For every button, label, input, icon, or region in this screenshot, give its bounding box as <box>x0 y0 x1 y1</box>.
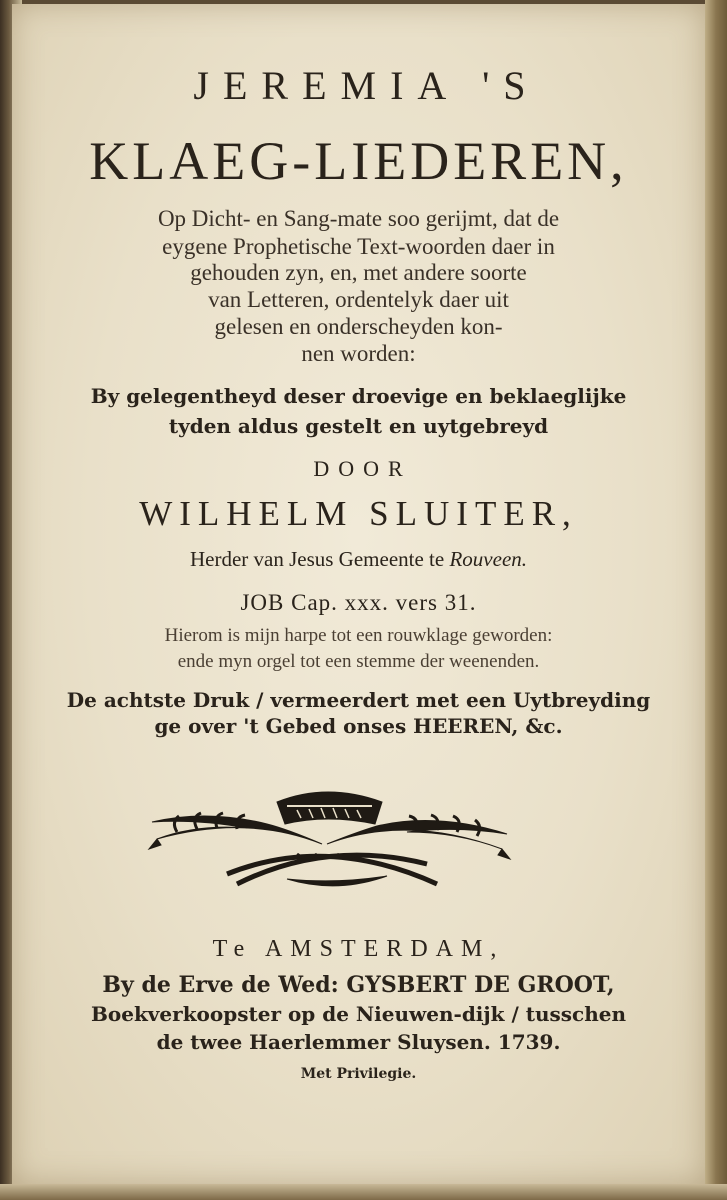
edition-line: De achtste Druk / vermeerdert met een Uytbreyding <box>66 688 651 712</box>
title-line-1: JEREMIA 'S <box>193 63 540 108</box>
subtitle-line: van Letteren, ordentelyk daer uit <box>208 287 509 312</box>
title-line-2: KLAEG-LIEDEREN, <box>89 131 628 191</box>
subtitle-line: eygene Prophetische Text-woorden daer in <box>162 234 555 259</box>
edition-line: ge over 't Gebed onses HEEREN, &c. <box>154 714 563 738</box>
privilege-note: Met Privilegie. <box>300 1066 417 1082</box>
subtitle-line: nen worden: <box>301 341 416 366</box>
occasion-line: By gelegentheyd deser droevige en beklaeglijke <box>90 384 627 408</box>
quote-line: Hierom is mijn harpe tot een rouwklage geworden: <box>164 625 553 646</box>
title-page <box>12 4 705 1184</box>
occasion-line: tyden aldus gestelt en uytgebreyd <box>168 414 549 438</box>
author-role-text: Herder van Jesus Gemeente te <box>189 547 445 571</box>
book-edge <box>705 0 727 1200</box>
imprint-place: Te AMSTERDAM, <box>212 936 505 962</box>
author-name: WILHELM SLUITER, <box>139 494 578 533</box>
book-bottom-edge <box>0 1184 727 1200</box>
scripture-reference: JOB Cap. xxx. vers 31. <box>240 590 477 615</box>
author-place: Rouveen. <box>449 547 528 571</box>
imprint-line: By de Erve de Wed: GYSBERT DE GROOT, <box>102 972 615 998</box>
subtitle-line: Op Dicht- en Sang-mate soo gerijmt, dat de <box>157 206 560 231</box>
author-role <box>12 547 705 572</box>
printer-ornament-icon <box>137 784 517 904</box>
imprint-line: de twee Haerlemmer Sluysen. 1739. <box>156 1030 561 1054</box>
imprint-line: Boekverkoopster op de Nieuwen-dijk / tusschen <box>90 1002 627 1026</box>
subtitle-line: gehouden zyn, en, met andere soorte <box>190 260 527 285</box>
door-label: DOOR <box>313 456 412 481</box>
quote-line: ende myn orgel tot een stemme der weenenden. <box>177 651 540 672</box>
subtitle-line: gelesen en onderscheyden kon- <box>214 314 503 339</box>
